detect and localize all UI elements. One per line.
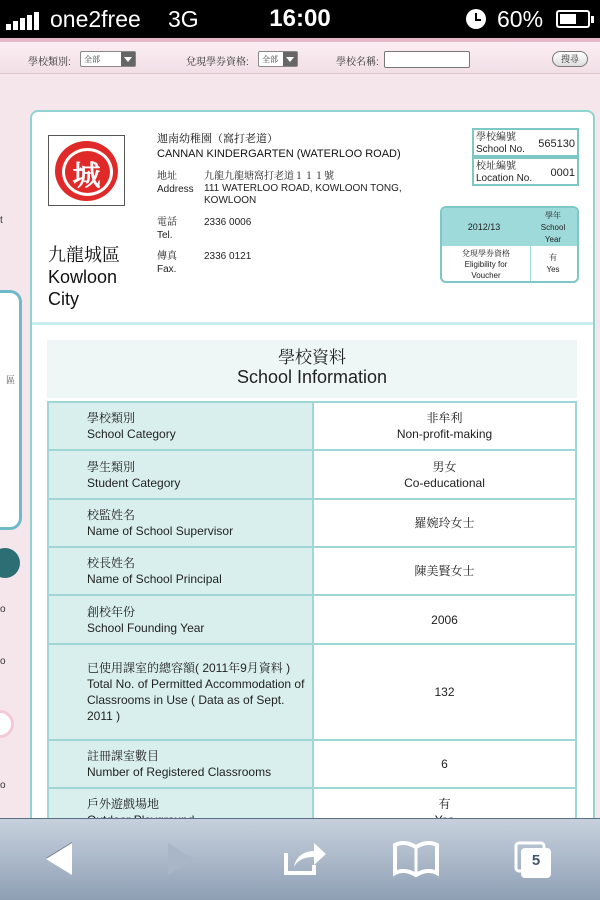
location-number-box bbox=[472, 157, 579, 186]
chevron-down-icon bbox=[121, 52, 135, 66]
tel-value[interactable]: 2336 0006 bbox=[204, 217, 252, 228]
side-fragment-text: t bbox=[0, 215, 3, 226]
tel-label bbox=[157, 216, 177, 242]
fax-label-zh: 傳真 bbox=[157, 251, 177, 262]
category-select-value: 全部 bbox=[84, 55, 100, 64]
table-row bbox=[48, 740, 576, 788]
row-label-en: School Category bbox=[87, 427, 176, 441]
row-value-zh: 132 bbox=[434, 685, 455, 699]
voucher-eligibility-value bbox=[534, 252, 572, 276]
school-no-label-en: School No. bbox=[476, 144, 525, 155]
district-zh: 九龍城區 bbox=[48, 245, 120, 265]
divider bbox=[530, 246, 531, 283]
location-no-value: 0001 bbox=[550, 167, 575, 179]
address-en-line2: KOWLOON bbox=[204, 195, 257, 206]
table-row bbox=[48, 595, 576, 644]
school-no-value: 565130 bbox=[538, 138, 575, 150]
decorative-shape bbox=[0, 548, 20, 578]
school-info-title-en: School Information bbox=[236, 367, 388, 387]
school-logo bbox=[48, 135, 125, 206]
district-en-2: City bbox=[48, 289, 79, 309]
eligibility-label-en1: Eligibility for bbox=[464, 260, 508, 269]
district-en-1: Kowloon bbox=[48, 267, 118, 287]
row-label-zh: 已使用課室的總容額( 2011年9月資料 ) bbox=[87, 661, 291, 675]
row-label bbox=[48, 499, 313, 547]
row-label bbox=[48, 402, 313, 450]
decorative-ring bbox=[0, 710, 14, 738]
eligibility-label-en2: Voucher bbox=[471, 271, 501, 280]
row-label-zh: 創校年份 bbox=[87, 604, 136, 619]
location-no-label-zh: 校址編號 bbox=[476, 161, 516, 172]
tabs-icon[interactable] bbox=[512, 839, 552, 879]
school-info-heading bbox=[47, 340, 577, 398]
school-name-label: 學校名稱: bbox=[336, 57, 379, 68]
school-name-en: CANNAN KINDERGARTEN (WATERLOO ROAD) bbox=[157, 148, 401, 160]
table-row bbox=[48, 499, 576, 547]
carrier-name: one2free bbox=[50, 6, 141, 32]
row-value-zh: 非牟利 bbox=[426, 411, 463, 425]
voucher-select[interactable] bbox=[258, 51, 298, 67]
chevron-down-icon bbox=[283, 52, 297, 66]
school-year-label bbox=[534, 210, 572, 246]
row-value-zh: 男女 bbox=[432, 459, 457, 474]
eligibility-value-en: Yes bbox=[546, 265, 560, 274]
row-label bbox=[48, 450, 313, 499]
row-value bbox=[313, 740, 576, 788]
school-number-box bbox=[472, 128, 579, 157]
row-label-en: Name of School Supervisor bbox=[87, 524, 234, 538]
row-label-zh: 校監姓名 bbox=[87, 508, 136, 522]
bookmarks-icon[interactable] bbox=[392, 839, 432, 879]
tab-count: 5 bbox=[531, 852, 541, 869]
district-name bbox=[48, 244, 120, 310]
category-select[interactable] bbox=[80, 51, 136, 67]
tel-label-zh: 電話 bbox=[157, 217, 177, 228]
row-label-zh: 註冊課室數目 bbox=[87, 749, 160, 763]
row-value-en: Non-profit-making bbox=[396, 427, 493, 441]
row-value bbox=[313, 547, 576, 595]
address-zh: 九龍九龍塘窩打老道１１１號 bbox=[204, 171, 334, 182]
school-info-title-zh: 學校資料 bbox=[278, 348, 346, 367]
address-label-zh: 地址 bbox=[157, 171, 177, 182]
fax-label-en: Fax. bbox=[157, 264, 177, 275]
school-name bbox=[157, 132, 401, 162]
row-label bbox=[48, 595, 313, 644]
row-value-zh: 陳美賢女士 bbox=[414, 564, 475, 578]
address-en-line1: 111 WATERLOO ROAD, KOWLOON TONG, bbox=[204, 183, 402, 194]
row-value bbox=[313, 595, 576, 644]
logo-emblem bbox=[55, 141, 118, 201]
status-bar bbox=[0, 0, 600, 38]
row-label bbox=[48, 644, 313, 740]
row-label-en: Student Category bbox=[87, 475, 181, 490]
browser-toolbar bbox=[0, 818, 600, 900]
voucher-eligibility-label bbox=[446, 248, 526, 281]
row-label-zh: 戶外遊戲場地 bbox=[87, 797, 160, 811]
school-name-zh: 迦南幼稚園（窩打老道） bbox=[157, 133, 278, 145]
back-arrow-icon[interactable] bbox=[42, 839, 82, 879]
row-label-en: Total No. of Permitted Accommodation of Classrooms in Use ( Data as of Sept. 2011 ) bbox=[87, 677, 305, 723]
row-value-zh: 有 bbox=[438, 797, 451, 811]
row-label bbox=[48, 547, 313, 595]
orientation-lock-icon bbox=[466, 9, 486, 29]
voucher-filter-label: 兌現學券資格: bbox=[186, 57, 249, 68]
row-value bbox=[313, 644, 576, 740]
location-no-label-en: Location No. bbox=[476, 173, 533, 184]
school-year-label-en1: School bbox=[540, 223, 566, 232]
row-value bbox=[313, 450, 576, 499]
school-info-table bbox=[47, 401, 577, 830]
eligibility-value-zh: 有 bbox=[549, 253, 557, 262]
filter-bar bbox=[0, 38, 600, 74]
row-value-zh: 6 bbox=[441, 757, 448, 771]
school-detail-card bbox=[30, 110, 595, 830]
address-label bbox=[157, 170, 194, 196]
search-button[interactable]: 搜尋 bbox=[552, 51, 588, 67]
row-label-en: Name of School Principal bbox=[87, 572, 222, 586]
side-panel-text: 區 bbox=[5, 375, 15, 385]
school-name-input[interactable] bbox=[384, 51, 470, 68]
row-value-zh: 2006 bbox=[431, 612, 458, 627]
row-value bbox=[313, 402, 576, 450]
tel-label-en: Tel. bbox=[157, 230, 173, 241]
share-icon[interactable] bbox=[280, 839, 320, 879]
battery-percent: 60% bbox=[497, 6, 544, 32]
school-year-value: 2012/13 bbox=[467, 222, 501, 232]
fax-value: 2336 0121 bbox=[204, 251, 252, 262]
school-year-label-en2: Year bbox=[544, 235, 562, 244]
side-fragment-text: o bbox=[0, 656, 6, 667]
row-label-en: School Founding Year bbox=[87, 620, 205, 635]
table-row bbox=[48, 547, 576, 595]
side-panel[interactable] bbox=[0, 290, 22, 530]
address-label-en: Address bbox=[157, 184, 194, 195]
forward-arrow-icon[interactable] bbox=[160, 839, 200, 879]
side-fragment-text: o bbox=[0, 780, 6, 791]
row-value-en: Co-educational bbox=[404, 475, 485, 490]
row-label-zh: 校長姓名 bbox=[87, 556, 136, 570]
category-filter-label: 學校類別: bbox=[28, 57, 71, 68]
eligibility-label-zh: 兌現學券資格 bbox=[462, 249, 510, 258]
school-header bbox=[32, 112, 593, 325]
table-row bbox=[48, 644, 576, 740]
battery-icon bbox=[556, 10, 590, 28]
row-value bbox=[313, 499, 576, 547]
school-year-label-zh: 學年 bbox=[545, 211, 561, 220]
row-value-zh: 羅婉玲女士 bbox=[414, 516, 475, 530]
logo-glyph: 城 bbox=[72, 159, 101, 192]
row-label-zh: 學校類別 bbox=[87, 411, 136, 425]
row-label-zh: 學生類別 bbox=[87, 459, 136, 474]
row-label-en: Number of Registered Classrooms bbox=[87, 765, 272, 779]
network-type: 3G bbox=[168, 6, 199, 32]
table-row bbox=[48, 450, 576, 499]
clock: 16:00 bbox=[269, 5, 331, 32]
row-label bbox=[48, 740, 313, 788]
school-year-box bbox=[440, 206, 579, 283]
fax-label bbox=[157, 250, 177, 276]
voucher-select-value: 全部 bbox=[262, 55, 278, 64]
table-row bbox=[48, 402, 576, 450]
address-value bbox=[204, 171, 402, 207]
side-fragment-text: o bbox=[0, 604, 6, 615]
school-no-label-zh: 學校編號 bbox=[476, 132, 516, 143]
